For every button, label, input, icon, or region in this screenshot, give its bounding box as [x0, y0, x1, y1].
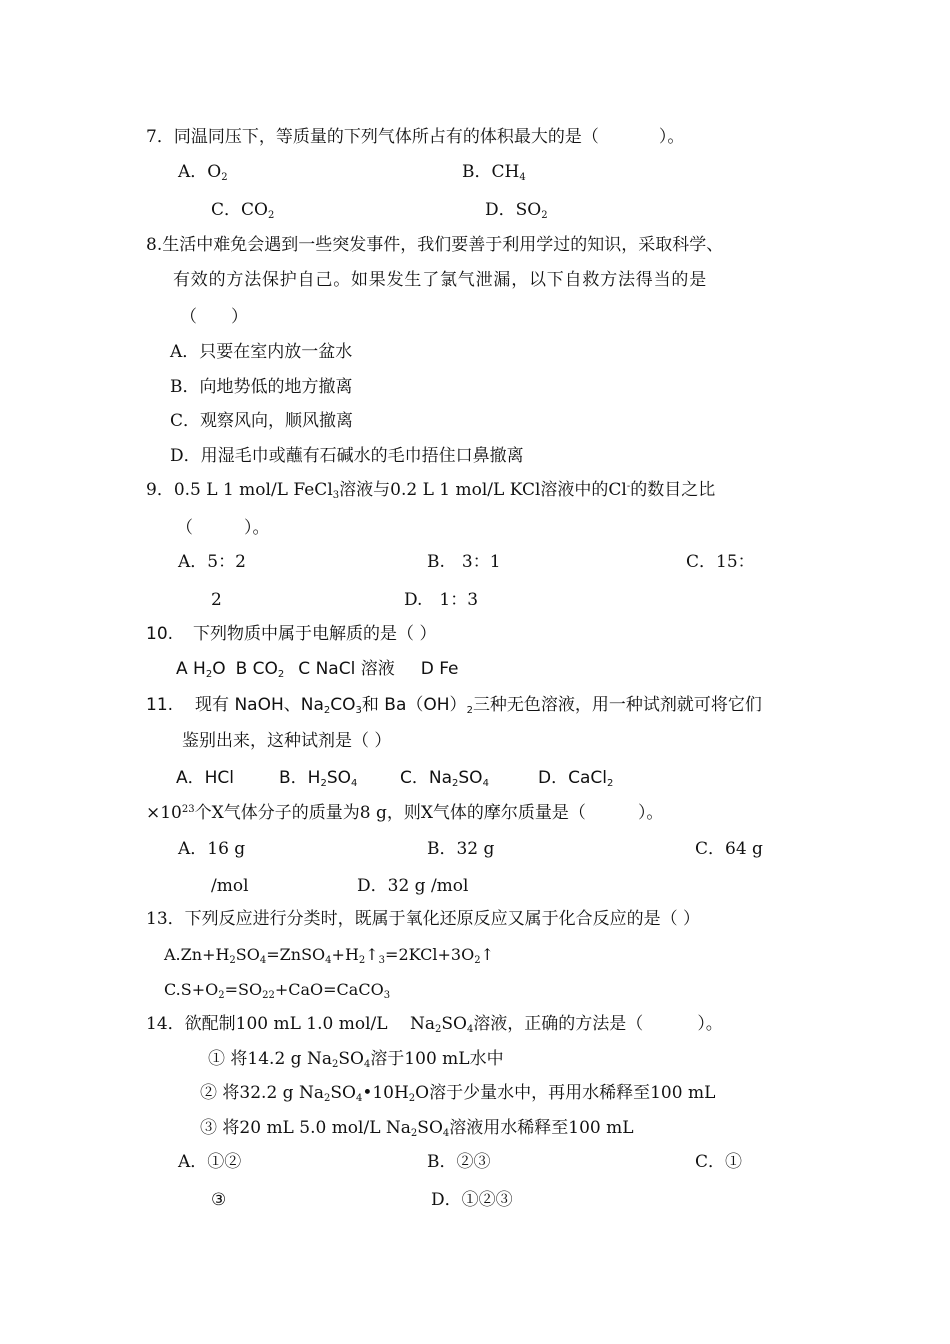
q8-stem-line3: （ ） — [180, 307, 248, 327]
q13-stem: 13．下列反应进行分类时，既属于氧化还原反应又属于化合反应的是（ ） — [146, 909, 701, 929]
q13-options-line1: $A.Zn+H_2SO_4=ZnSO_4+H_2↑_3=2KCl+3O_2↑$ — [164, 945, 494, 966]
q12-stem: $\times 10^{23}$个X气体分子的质量为8 g，则X气体的摩尔质量是（ ）。 — [146, 803, 664, 823]
q10-stem: 10. 下列物质中属于电解质的是（ ） — [146, 624, 437, 644]
q7-option-d: D．$SO_2$ — [485, 200, 548, 221]
q9-option-a: A．5：2 — [178, 552, 246, 572]
q11-stem: 11. 现有 NaOH、$Na_2CO_3$和 $Ba(OH)_2$三种无色溶液，用一种试剂就可将它们 — [146, 695, 762, 716]
q12-option-d: D．32 g /mol — [357, 876, 469, 896]
q14-option-c-cont: ③ — [211, 1190, 227, 1210]
q8-option-b: B．向地势低的地方撤离 — [170, 377, 353, 397]
q7-option-b: B．$CH_4$ — [462, 162, 526, 183]
q11-option-d: D．CaCl$_2$ — [538, 768, 614, 789]
q14-item-2: ② 将32.2 g $Na_2SO_4•10H_2O$溶于少量水中，再用水稀释至100 mL — [200, 1083, 716, 1104]
q14-item-1: ① 将14.2 g $Na_2SO_4$溶于100 mL水中 — [208, 1049, 504, 1070]
q12-option-c-cont: /mol — [211, 876, 249, 896]
q8-option-a: A．只要在室内放一盆水 — [170, 342, 353, 362]
q11-stem-line2: 鉴别出来，这种试剂是（ ） — [182, 731, 392, 751]
q14-item-3: ③ 将20 mL 5.0 mol/L $Na_2SO_4$溶液用水稀释至100 mL — [200, 1118, 634, 1139]
q9-stem: 9．0.5 L 1 mol/L FeCl$_3$溶液与0.2 L 1 mol/L KCl溶液中的Cl-的数目之比 — [146, 480, 716, 501]
q12-option-c: C．64 g — [695, 839, 763, 859]
q11-option-a: A．HCl — [176, 768, 235, 788]
q10-options: A $H_2O$ B $CO_2$ C NaCl 溶液 D Fe — [176, 659, 459, 680]
q11-option-c: C．$Na_2SO_4$ — [400, 768, 489, 789]
q8-option-c: C．观察风向，顺风撤离 — [170, 411, 354, 431]
q14-option-b: B．②③ — [427, 1152, 491, 1172]
q8-stem-line2: 有效的方法保护自己。如果发生了氯气泄漏，以下自救方法得当的是 — [173, 270, 707, 290]
q9-option-d: D. 1：3 — [404, 590, 479, 610]
q13-options-line2: $C.S+O_2=SO_{22}+CaO=CaCO_3$ — [164, 980, 391, 1001]
q9-option-c-cont: 2 — [211, 590, 222, 610]
q9-option-c: C．15： — [686, 552, 755, 572]
q7-stem: 7．同温同压下，等质量的下列气体所占有的体积最大的是（ ）。 — [146, 127, 685, 147]
q9-option-b: B. 3：1 — [427, 552, 501, 572]
q12-option-b: B．32 g — [427, 839, 495, 859]
q7-option-c: C．$CO_2$ — [211, 200, 275, 221]
q12-option-a: A．16 g — [178, 839, 246, 859]
q11-option-b: B．$H_2SO_4$ — [279, 768, 358, 789]
q14-option-c: C．① — [695, 1152, 743, 1172]
q14-option-a: A．①② — [178, 1152, 242, 1172]
q7-option-a: A．$O_2$ — [178, 162, 228, 183]
q14-option-d: D．①②③ — [431, 1190, 513, 1210]
q14-stem: 14．欲配制100 mL 1.0 mol/L $Na_2SO_4$溶液，正确的方法是（ ）。 — [146, 1014, 723, 1035]
q8-option-d: D．用湿毛巾或蘸有石碱水的毛巾捂住口鼻撤离 — [170, 446, 524, 466]
q9-stem-line2: （ ）。 — [176, 518, 270, 538]
q8-stem-line1: 8.生活中难免会遇到一些突发事件，我们要善于利用学过的知识，采取科学、 — [146, 235, 724, 255]
